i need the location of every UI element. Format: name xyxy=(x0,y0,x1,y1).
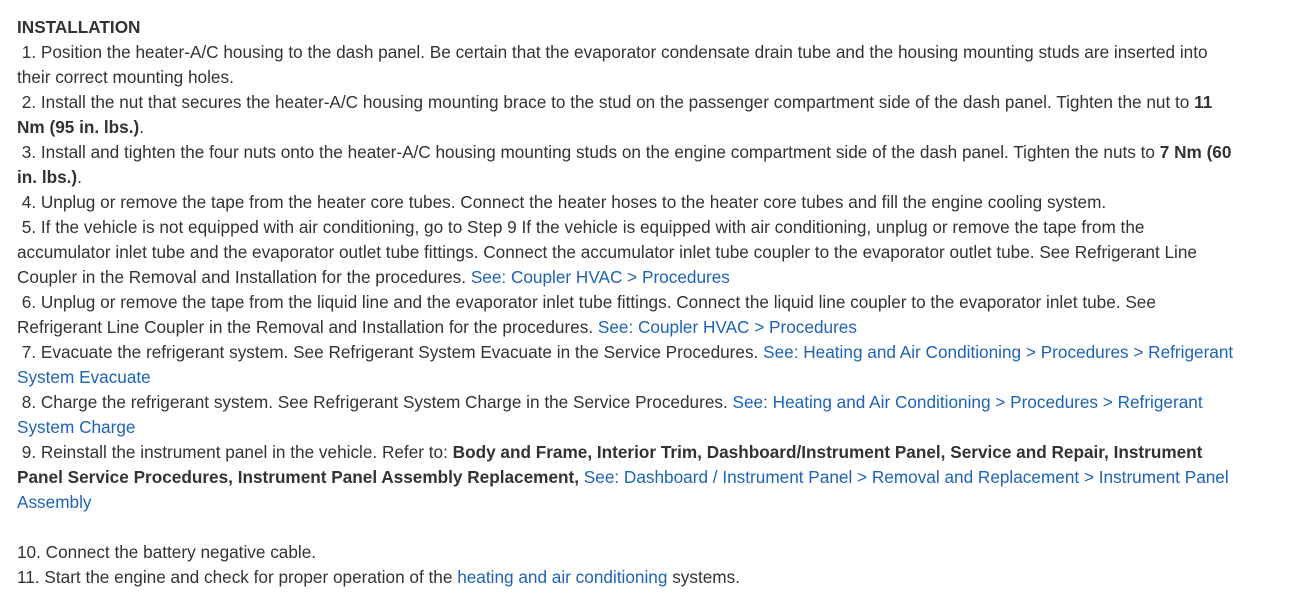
step-9 xyxy=(17,440,1239,515)
coupler-hvac-procedures-link[interactable]: See: Coupler HVAC > Procedures xyxy=(470,267,730,287)
step-11 xyxy=(17,565,1239,590)
heating-air-conditioning-link[interactable]: heating and air conditioning xyxy=(457,567,668,587)
step-number: 6. xyxy=(17,292,41,312)
step-text-end: . xyxy=(139,117,145,137)
reference-path: Body and Frame, Interior Trim, Dashboard/Instrument Panel, Service and Repair, Instrument Panel Service Procedures, Instrument Panel Assembly Replacement, xyxy=(17,442,1203,487)
step-text: Install the nut that secures the heater-A/C housing mounting brace to the stud on the passenger compartment side of the dash panel. Tighten the nut to xyxy=(40,92,1195,112)
step-text: Position the heater-A/C housing to the dash panel. Be certain that the evaporator condensate drain tube and the housing mounting studs are inserted into their correct mounting holes. xyxy=(17,42,1208,87)
torque-spec: 11 Nm (95 in. lbs.) xyxy=(17,92,1213,137)
torque-spec: 7 Nm (60 in. lbs.) xyxy=(17,142,1232,187)
step-text: Unplug or remove the tape from the liquid line and the evaporator inlet tube fittings. Connect the liquid line coupler to the evaporator inlet tube. See Refrigerant Line Coupler in the Removal and Installation for the procedures. xyxy=(17,292,1156,337)
step-1 xyxy=(17,40,1239,90)
step-6 xyxy=(17,290,1239,340)
step-number: 5. xyxy=(17,217,41,237)
step-text: Unplug or remove the tape from the heater core tubes. Connect the heater hoses to the heater core tubes and fill the engine cooling system. xyxy=(40,192,1107,212)
step-5 xyxy=(17,215,1239,290)
step-number: 11. xyxy=(17,567,45,587)
step-2 xyxy=(17,90,1239,140)
installation-document xyxy=(17,15,1239,590)
step-number: 1. xyxy=(17,42,41,62)
step-text: Evacuate the refrigerant system. See Refrigerant System Evacuate in the Service Procedures. xyxy=(40,342,764,362)
step-text: If the vehicle is not equipped with air conditioning, go to Step 9 If the vehicle is equipped with air conditioning, unplug or remove the tape from the accumulator inlet tube and the evaporator outlet tube fittings. Connect the accumulator inlet tube coupler to the evaporator outlet tube. See Refrigerant Line Coupler in the Removal and Installation for the procedures. xyxy=(17,217,1197,287)
instrument-panel-assembly-link[interactable]: See: Dashboard / Instrument Panel > Removal and Replacement > Instrument Panel Assembly xyxy=(17,467,1229,512)
step-number: 4. xyxy=(17,192,41,212)
step-number: 7. xyxy=(17,342,41,362)
refrigerant-system-evacuate-link[interactable]: See: Heating and Air Conditioning > Procedures > Refrigerant System Evacuate xyxy=(17,342,1234,387)
step-number: 9. xyxy=(17,442,41,462)
step-text: Install and tighten the four nuts onto the heater-A/C housing mounting studs on the engine compartment side of the dash panel. Tighten the nuts to xyxy=(40,142,1160,162)
step-text: Connect the battery negative cable. xyxy=(45,542,317,562)
step-7 xyxy=(17,340,1239,390)
step-4 xyxy=(17,190,1239,215)
refrigerant-system-charge-link[interactable]: See: Heating and Air Conditioning > Procedures > Refrigerant System Charge xyxy=(17,392,1203,437)
step-number: 2. xyxy=(17,92,41,112)
step-number: 3. xyxy=(17,142,41,162)
step-number: 8. xyxy=(17,392,41,412)
coupler-hvac-procedures-link[interactable]: See: Coupler HVAC > Procedures xyxy=(597,317,857,337)
step-text: Reinstall the instrument panel in the vehicle. Refer to: xyxy=(40,442,453,462)
step-text: Start the engine and check for proper operation of the xyxy=(44,567,458,587)
blank-line xyxy=(17,515,1239,540)
step-text-end: systems. xyxy=(667,567,740,587)
section-heading: INSTALLATION xyxy=(17,17,141,37)
step-text-end: . xyxy=(77,167,82,187)
step-10 xyxy=(17,540,1239,565)
step-3 xyxy=(17,140,1239,190)
step-8 xyxy=(17,390,1239,440)
step-text: Charge the refrigerant system. See Refrigerant System Charge in the Service Procedures. xyxy=(40,392,733,412)
step-number: 10. xyxy=(17,542,46,562)
